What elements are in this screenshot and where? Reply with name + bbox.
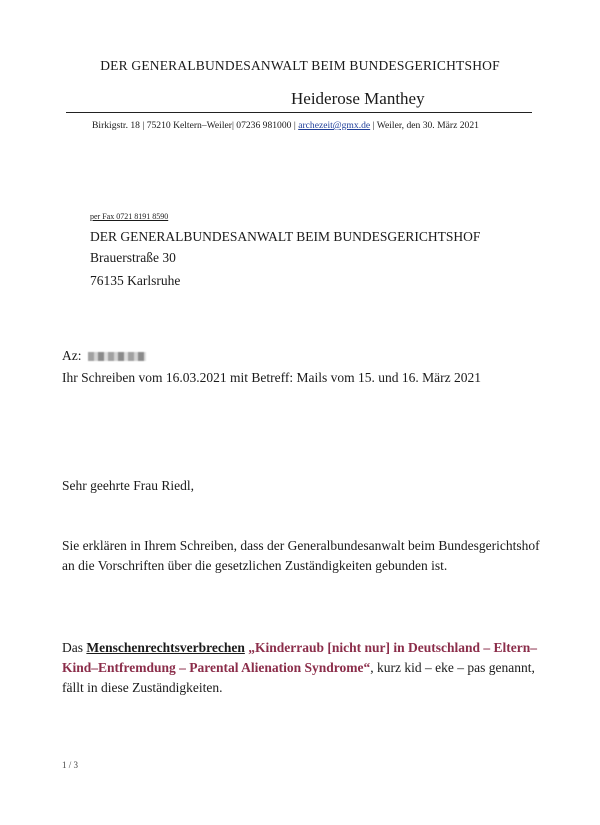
- sender-address: Birkigstr. 18 | 75210 Keltern–Weiler| 07236 981000 |: [92, 120, 296, 131]
- az-label: Az:: [62, 348, 82, 363]
- greeting: Sehr geehrte Frau Riedl,: [62, 478, 194, 493]
- recipient-street: Brauerstraße 30: [90, 250, 176, 265]
- sender-name: Heiderose Manthey: [291, 89, 425, 108]
- sender-email-link[interactable]: archezeit@gmx.de: [298, 120, 371, 131]
- p2-bold-term: Menschenrechtsverbrechen: [86, 640, 245, 655]
- p2-start: Das: [62, 640, 83, 655]
- p2-campaign-title: „Kinderraub [nicht nur] in Deutschland – Eltern–Kind–Entfremdung – Parental Alienation Syndrome“: [62, 640, 537, 675]
- recipient-name: DER GENERALBUNDESANWALT BEIM BUNDESGERICHTSHOF: [90, 229, 481, 244]
- body-paragraph-1: Sie erklären in Ihrem Schreiben, dass der Generalbundesanwalt beim Bundesgerichtshof an die Vorschriften über die gesetzlichen Zuständigkeiten gebunden ist.: [62, 538, 540, 573]
- sender-address-line: [92, 120, 479, 131]
- p2-end: , kurz kid – eke – pas genannt, fällt in diese Zuständigkeiten.: [62, 660, 535, 695]
- letterhead-title: DER GENERALBUNDESANWALT BEIM BUNDESGERICHTSHOF: [100, 58, 500, 73]
- subject-line: Ihr Schreiben vom 16.03.2021 mit Betreff: Mails vom 15. und 16. März 2021: [62, 370, 481, 385]
- recipient-city: 76135 Karlsruhe: [90, 273, 181, 288]
- page-number: 1 / 3: [62, 760, 79, 770]
- redacted-reference-number: [88, 352, 146, 361]
- body-paragraph-2: [62, 638, 542, 698]
- fax-note: per Fax 0721 8191 8590: [90, 212, 169, 221]
- letter-date: | Weiler, den 30. März 2021: [372, 120, 479, 131]
